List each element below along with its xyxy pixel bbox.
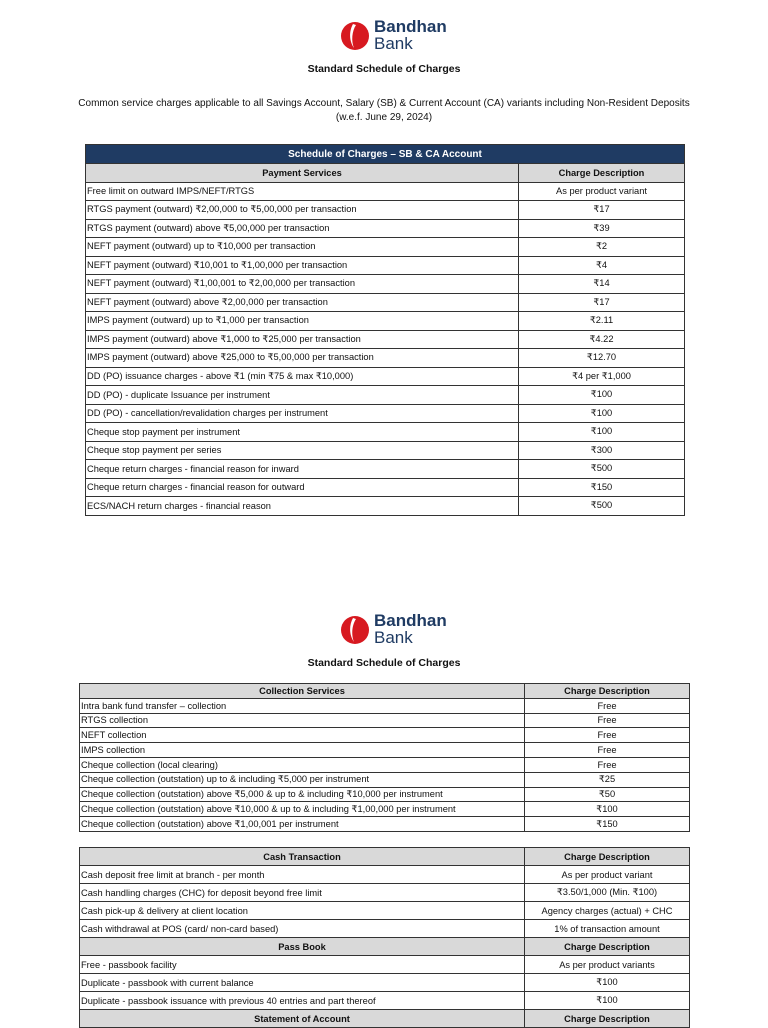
charge-cell: Agency charges (actual) + CHC [525,902,690,920]
table-body [80,698,690,831]
service-name-cell: Cheque collection (local clearing) [80,757,525,772]
service-name-cell: NEFT collection [80,728,525,743]
table-row [80,902,690,920]
column-header: Payment Services [86,164,519,183]
service-name-cell: RTGS payment (outward) above ₹5,00,000 per transaction [86,219,519,238]
column-header: Charge Description [519,164,685,183]
column-header: Collection Services [80,684,525,699]
charge-cell: ₹14 [519,275,685,294]
table-row [86,201,685,220]
table-row [86,478,685,497]
charge-cell: Free [525,743,690,758]
page-title: Standard Schedule of Charges [307,657,461,669]
service-name-cell: Cash withdrawal at POS (card/ non-card based) [80,920,525,938]
table-row [80,743,690,758]
charge-cell: ₹4 [519,256,685,275]
charge-cell: ₹150 [519,478,685,497]
table-row [80,920,690,938]
table-row [80,698,690,713]
column-header: Charge Description [525,938,690,956]
table-row [80,992,690,1010]
column-header: Charge Description [525,684,690,699]
logo-text-bandhan: Bandhan [374,17,447,36]
logo-text-bank: Bank [374,34,413,53]
service-name-cell: NEFT payment (outward) ₹10,001 to ₹1,00,000 per transaction [86,256,519,275]
charge-cell: ₹4.22 [519,330,685,349]
charge-cell: ₹17 [519,201,685,220]
charge-cell: ₹100 [525,802,690,817]
service-name-cell: DD (PO) issuance charges - above ₹1 (min ₹75 & max ₹10,000) [86,367,519,386]
service-name-cell: Free limit on outward IMPS/NEFT/RTGS [86,182,519,201]
table-row [86,349,685,368]
service-name-cell: Intra bank fund transfer – collection [80,698,525,713]
service-name-cell: IMPS payment (outward) up to ₹1,000 per transaction [86,312,519,331]
charge-cell: Free [525,713,690,728]
service-name-cell: DD (PO) - cancellation/revalidation charges per instrument [86,404,519,423]
service-name-cell: Cash pick-up & delivery at client location [80,902,525,920]
table-row [80,884,690,902]
service-name-cell: Cheque stop payment per series [86,441,519,460]
table-banner: Schedule of Charges – SB & CA Account [86,145,685,164]
service-name-cell: Cash deposit free limit at branch - per month [80,866,525,884]
charge-cell: ₹500 [519,497,685,516]
table-row [80,757,690,772]
charge-cell: ₹50 [525,787,690,802]
service-name-cell: IMPS collection [80,743,525,758]
page-title: Standard Schedule of Charges [307,63,461,75]
service-name-cell: RTGS payment (outward) ₹2,00,000 to ₹5,00,000 per transaction [86,201,519,220]
charge-cell: ₹4 per ₹1,000 [519,367,685,386]
charge-cell: Free [525,728,690,743]
charge-cell: As per product variant [525,866,690,884]
service-name-cell: RTGS collection [80,713,525,728]
bandhan-logo-icon [340,613,370,645]
table-row [86,219,685,238]
table-row [86,330,685,349]
charge-cell: ₹100 [519,386,685,405]
service-name-cell: ECS/NACH return charges - financial reason [86,497,519,516]
column-header: Pass Book [80,938,525,956]
service-name-cell: Cheque return charges - financial reason for inward [86,460,519,479]
table-row [80,866,690,884]
charge-cell: ₹100 [525,992,690,1010]
service-name-cell: NEFT payment (outward) above ₹2,00,000 per transaction [86,293,519,312]
collection-services-table [79,683,690,832]
charge-cell: ₹2.11 [519,312,685,331]
table-row [80,817,690,832]
charge-cell: ₹300 [519,441,685,460]
table-row [80,802,690,817]
service-name-cell: IMPS payment (outward) above ₹25,000 to ₹5,00,000 per transaction [86,349,519,368]
table-row [80,787,690,802]
charge-cell: ₹12.70 [519,349,685,368]
charge-cell: ₹100 [519,423,685,442]
table-row [86,182,685,201]
intro-line-1: Common service charges applicable to all Savings Account, Salary (SB) & Current Account (CA) variants including Non-Resident Deposits [78,98,690,109]
charge-cell: ₹500 [519,460,685,479]
intro-line-2: (w.e.f. June 29, 2024) [335,112,433,123]
charge-cell: ₹25 [525,772,690,787]
charge-cell: Free [525,698,690,713]
charge-cell: As per product variants [525,956,690,974]
table-row [86,238,685,257]
table-row [86,312,685,331]
table-row [86,460,685,479]
table-body [80,956,690,1010]
service-name-cell: Cheque collection (outstation) above ₹1,00,001 per instrument [80,817,525,832]
table-body [80,866,690,938]
charge-cell: As per product variant [519,182,685,201]
table-row [86,367,685,386]
service-name-cell: NEFT payment (outward) ₹1,00,001 to ₹2,00,000 per transaction [86,275,519,294]
payment-services-table [85,144,685,516]
bank-logo [340,18,447,52]
table-row [86,256,685,275]
cash-passbook-table [79,847,690,1028]
column-header: Statement of Account [80,1010,525,1028]
table-row [86,441,685,460]
service-name-cell: Duplicate - passbook with current balance [80,974,525,992]
charge-cell: ₹100 [525,974,690,992]
table-row [86,293,685,312]
service-name-cell: IMPS payment (outward) above ₹1,000 to ₹25,000 per transaction [86,330,519,349]
service-name-cell: Cheque collection (outstation) above ₹10,000 & up to & including ₹1,00,000 per instrument [80,802,525,817]
service-name-cell: NEFT payment (outward) up to ₹10,000 per transaction [86,238,519,257]
service-name-cell: Cheque return charges - financial reason for outward [86,478,519,497]
table-row [86,275,685,294]
charge-cell: ₹150 [525,817,690,832]
bank-logo [340,612,447,646]
charge-cell: ₹100 [519,404,685,423]
charge-cell: ₹17 [519,293,685,312]
column-header: Cash Transaction [80,848,525,866]
charge-cell: 1% of transaction amount [525,920,690,938]
charge-cell: ₹3.50/1,000 (Min. ₹100) [525,884,690,902]
column-header: Charge Description [525,848,690,866]
bandhan-logo-icon [340,19,370,51]
service-name-cell: Cheque collection (outstation) above ₹5,000 & up to & including ₹10,000 per instrument [80,787,525,802]
logo-text-bandhan: Bandhan [374,611,447,630]
charge-cell: Free [525,757,690,772]
table-row [86,404,685,423]
column-header: Charge Description [525,1010,690,1028]
table-row [80,956,690,974]
table-row [80,728,690,743]
table-body [86,182,685,515]
logo-text-bank: Bank [374,628,413,647]
charge-cell: ₹2 [519,238,685,257]
table-row [86,386,685,405]
service-name-cell: Cheque stop payment per instrument [86,423,519,442]
table-row [80,772,690,787]
table-row [86,497,685,516]
service-name-cell: Free - passbook facility [80,956,525,974]
intro-text [40,97,728,125]
service-name-cell: Duplicate - passbook issuance with previous 40 entries and part thereof [80,992,525,1010]
service-name-cell: DD (PO) - duplicate Issuance per instrument [86,386,519,405]
service-name-cell: Cheque collection (outstation) up to & including ₹5,000 per instrument [80,772,525,787]
table-row [80,974,690,992]
service-name-cell: Cash handling charges (CHC) for deposit beyond free limit [80,884,525,902]
table-row [80,713,690,728]
charge-cell: ₹39 [519,219,685,238]
table-row [86,423,685,442]
